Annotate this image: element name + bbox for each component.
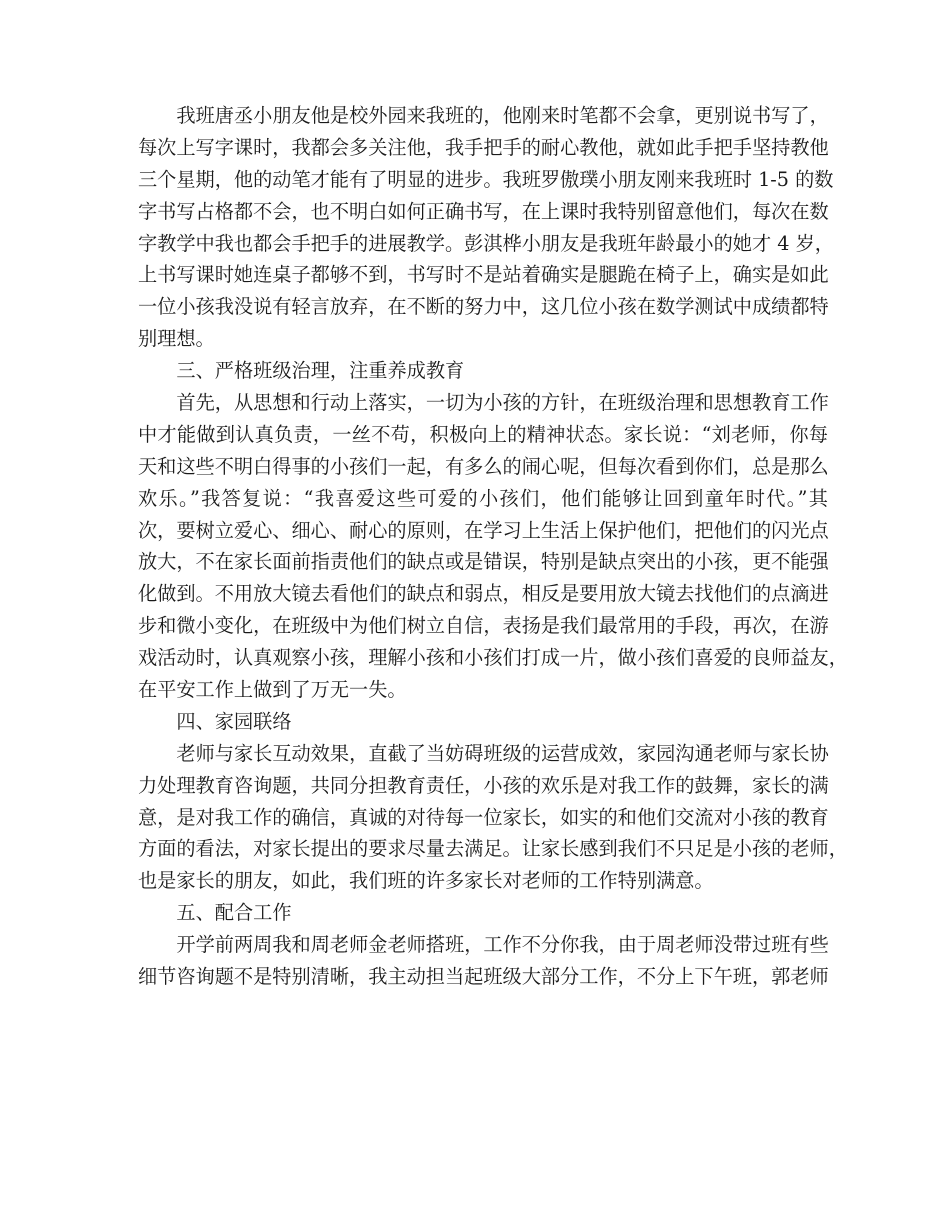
section-heading: 四、家园联络: [176, 709, 292, 733]
document-body: [138, 100, 848, 993]
paragraph-line: 意，是对我工作的确信，真诚的对待每一位家长，如实的和他们交流对小孩的教育: [138, 805, 829, 829]
paragraph-line: 方面的看法，对家长提出的要求尽量去满足。让家长感到我们不只足是小孩的老师，: [138, 837, 848, 861]
section-heading: 三、严格班级治理，注重养成教育: [176, 359, 465, 383]
paragraph-line: 字书写占格都不会，也不明白如何正确书写，在上课时我特别留意他们，每次在数: [138, 199, 829, 223]
paragraph-line: 也是家长的朋友，如此，我们班的许多家长对老师的工作特别满意。: [138, 869, 714, 893]
paragraph-line: 开学前两周我和周老师金老师搭班，工作不分你我，由于周老师没带过班有些: [176, 933, 829, 957]
paragraph-line: 戏活动时，认真观察小孩，理解小孩和小孩们打成一片，做小孩们喜爱的良师益友，: [138, 646, 848, 670]
paragraph-line: 中才能做到认真负责，一丝不苟，积极向上的精神状态。家长说：“刘老师，你每: [138, 422, 828, 446]
paragraph-line: 放大，不在家长面前指责他们的缺点或是错误，特别是缺点突出的小孩，更不能强: [138, 550, 829, 574]
paragraph-line: 老师与家长互动效果，直截了当妨碍班级的运营成效，家园沟通老师与家长协: [176, 741, 829, 765]
paragraph-line: 三个星期，他的动笔才能有了明显的进步。我班罗傲璞小朋友刚来我班时 1-5 的数: [138, 167, 834, 191]
paragraph-line: 力处理教育咨询题，共同分担教育责任，小孩的欢乐是对我工作的鼓舞，家长的满: [138, 773, 829, 797]
paragraph-line: 首先，从思想和行动上落实，一切为小孩的方针，在班级治理和思想教育工作: [176, 391, 829, 415]
paragraph-line: 一位小孩我没说有轻言放弃，在不断的努力中，这几位小孩在数学测试中成绩都特: [138, 295, 829, 319]
paragraph-line: 天和这些不明白得事的小孩们一起，有多么的闹心呢，但每次看到你们，总是那么: [138, 454, 829, 478]
paragraph-line: 次，要树立爱心、细心、耐心的原则，在学习上生活上保护他们，把他们的闪光点: [138, 518, 829, 542]
paragraph-line: 每次上写字课时，我都会多关注他，我手把手的耐心教他，就如此手把手坚持教他: [138, 135, 829, 159]
paragraph-line: 在平安工作上做到了万无一失。: [138, 678, 407, 702]
paragraph-line: 化做到。不用放大镜去看他们的缺点和弱点，相反是要用放大镜去找他们的点滴进: [138, 582, 829, 606]
paragraph-line: 步和微小变化，在班级中为他们树立自信，表扬是我们最常用的手段，再次，在游: [138, 614, 829, 638]
section-heading: 五、配合工作: [176, 901, 292, 925]
paragraph-line: 细节咨询题不是特别清晰，我主动担当起班级大部分工作，不分上下午班，郭老师: [138, 965, 829, 989]
paragraph-line: 上书写课时她连桌子都够不到，书写时不是站着确实是腿跪在椅子上，确实是如此: [138, 263, 829, 287]
paragraph-line: 我班唐丞小朋友他是校外园来我班的，他刚来时笔都不会拿，更别说书写了，: [176, 104, 829, 127]
paragraph-line: 字教学中我也都会手把手的进展教学。彭淇桦小朋友是我班年龄最小的她才 4 岁，: [138, 231, 834, 255]
paragraph-line: 欢乐。”我答复说：“我喜爱这些可爱的小孩们，他们能够让回到童年时代。”其: [138, 486, 828, 510]
paragraph-line: 别理想。: [138, 327, 215, 351]
